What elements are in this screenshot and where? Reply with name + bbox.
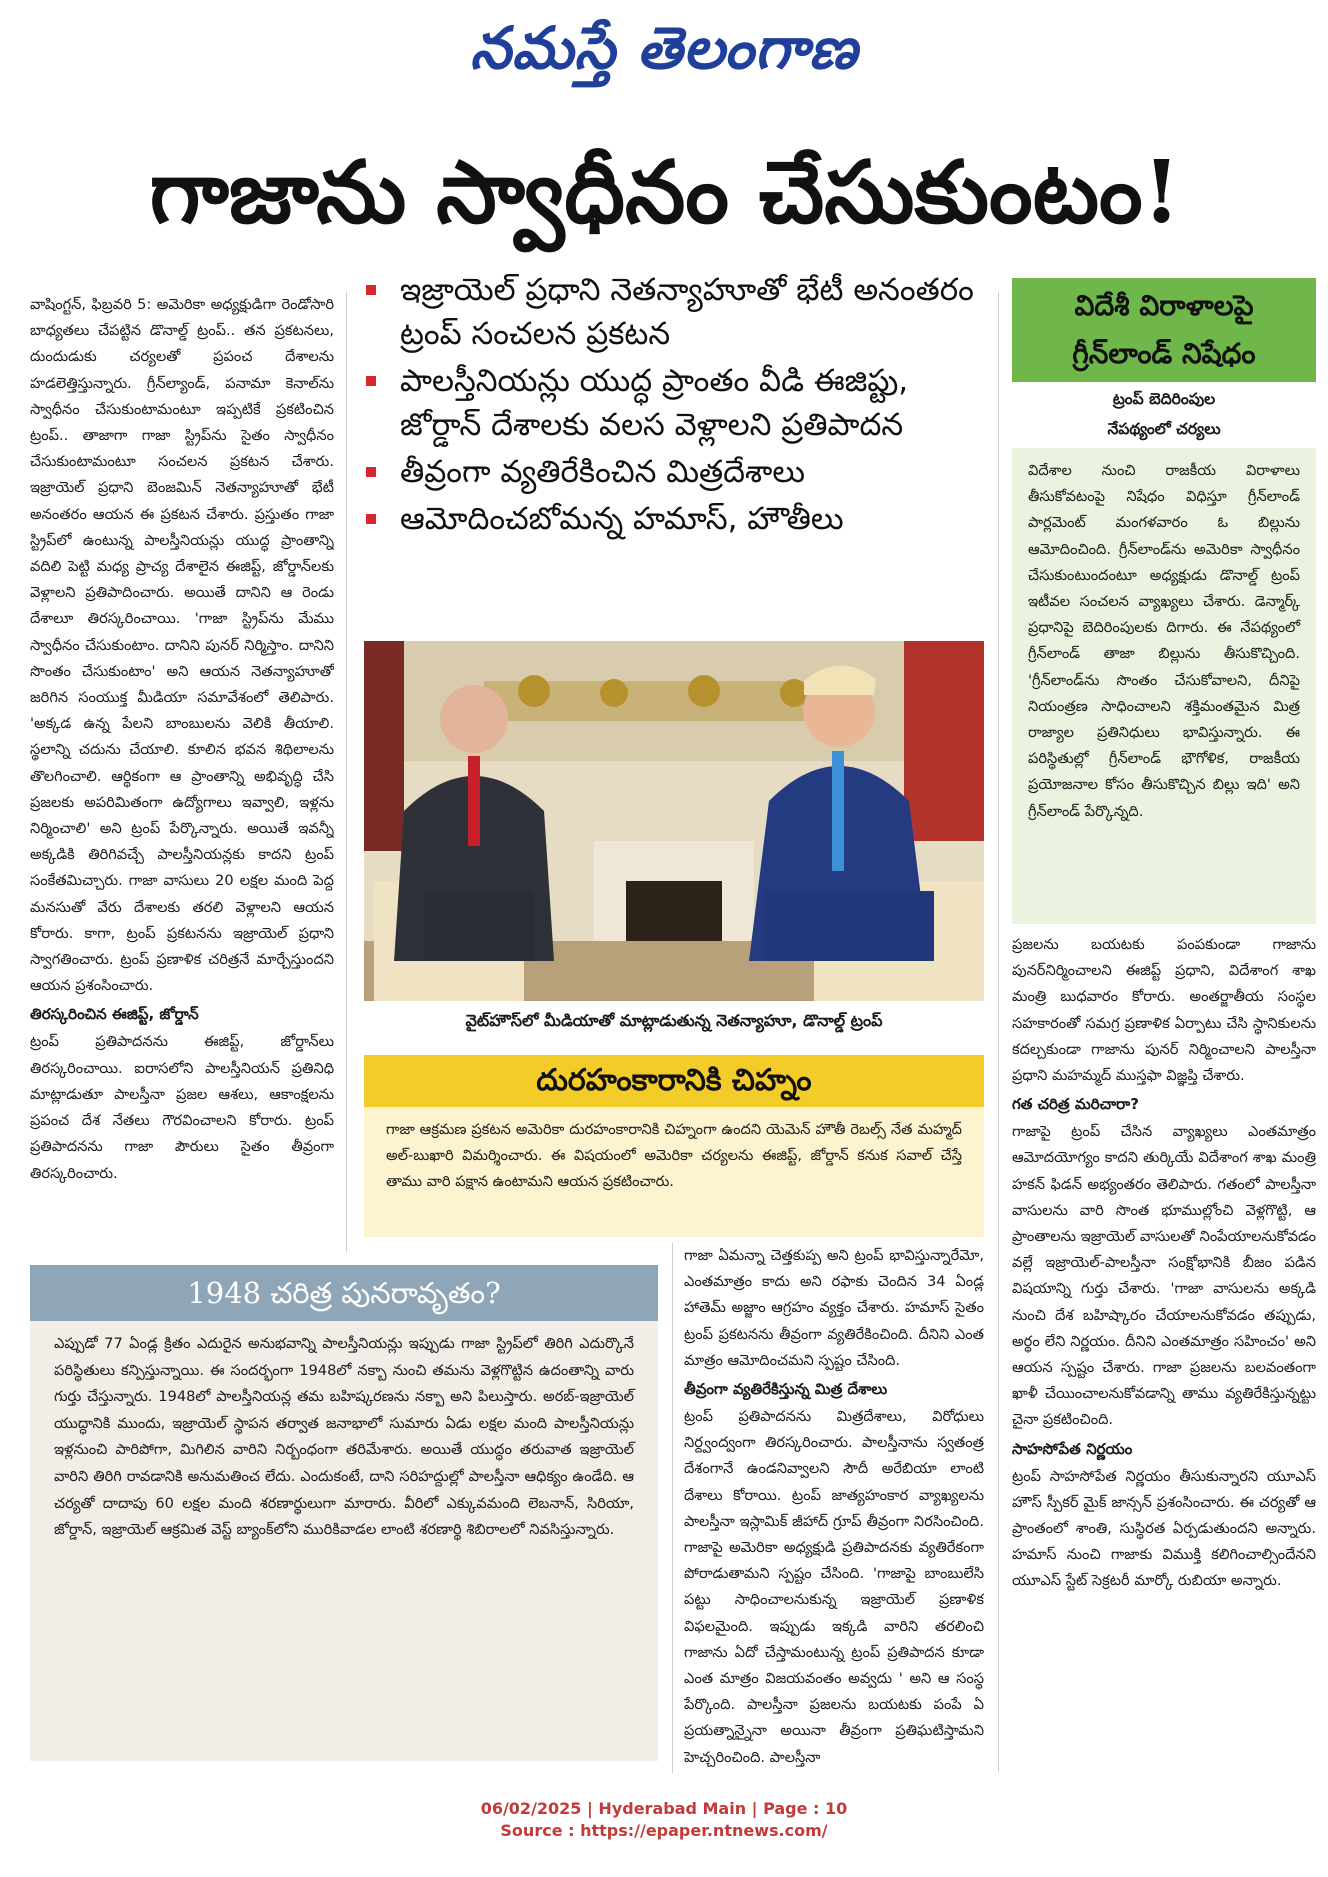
green-box-title: [1012, 278, 1316, 382]
photo-caption: వైట్‌హౌస్‌లో మీడియాతో మాట్లాడుతున్న నెతన్యాహూ, డొనాల్డ్ ట్రంప్: [465, 1011, 883, 1030]
left-column: [30, 292, 334, 1252]
page-footer: [0, 1798, 1328, 1842]
green-box-subtitle-line: ట్రంప్ బెదిరింపుల: [1112, 390, 1216, 408]
middle-column-start: [364, 1243, 654, 1263]
photo-illustration: [364, 641, 984, 1001]
left-column-paragraph: వాషింగ్టన్, ఫిబ్రవరి 5: అమెరికా అధ్యక్షుడిగా రెండోసారి బాధ్యతలు చేపట్టిన డొనాల్డ్ ట్రంప్.. తన ప్రకటనలు, దుందుడుకు చర్యలతో ప్రపంచ దేశాలను హడలెత్తిస్తున్నారు. గ్రీన్‌ల్యాండ్, పనామా కెనాల్‌ను స్వాధీనం చేసుకుంటామంటూ ఇప్పటికే ప్రకటించిన ట్రంప్.. తాజాగా గాజా స్ట్రిప్‌ను సైతం స్వాధీనం చేసుకుంటామంటూ సంచలన ప్రకటన చేశారు. ఇజ్రాయెల్ ప్రధాని బెంజమిన్ నెతన్యాహూతో భేటీ అనంతరం ఆయన ఈ ప్రకటన చేశారు. ప్రస్తుతం గాజా స్ట్రిప్‌లో ఉంటున్న పాలస్తీనియన్లు యుద్ధ ప్రాంతాన్ని వదిలి పెట్టి మధ్య ప్రాచ్య దేశాలైన ఈజిప్ట్, జోర్డాన్‌లకు వెళ్లాలని ప్రతిపాదించారు. అయితే దానిని ఆ రెండు దేశాలూ తిరస్కరించాయి. 'గాజా స్ట్రిప్‌ను మేము స్వాధీనం చేసుకుంటాం. దానిని పునర్ నిర్మిస్తాం. దానిని సొంతం చేసుకుంటాం' అని ఆయన నెతన్యాహూతో జరిగిన సంయుక్త మీడియా సమావేశంలో తెలిపారు. 'అక్కడ ఉన్న పేలని బాంబులను వెలికి తీయాలి. స్థలాన్ని చదును చేయాలి. కూలిన భవన శిథిలాలను తొలగించాలి. ఆర్థికంగా ఆ ప్రాంతాన్ని అభివృద్ధి చేసి ప్రజలకు అపరిమితంగా ఉద్యోగాలు ఇవ్వాలి, ఇళ్లను నిర్మించాలి' అని ట్రంప్ పేర్కొన్నారు. అయితే ఇవన్నీ అక్కడికి తిరిగివచ్చే పాలస్తీనియన్లకు కాదని ట్రంప్ సంకేతమిచ్చారు. గాజా వాసులు 20 లక్షల మంది పెద్ద మనసుతో వేరు దేశాలకు తరలి వెళ్లాలని ఆయన కోరారు. కాగా, ట్రంప్ ప్రకటనను ఇజ్రాయెల్ ప్రధాని స్వాగతించారు. ట్రంప్ ప్రణాళిక చరిత్రనే మార్చేస్తుందని ఆయన ప్రశంసించారు.: [30, 296, 334, 995]
right-column-text: ట్రంప్ సాహసోపేత నిర్ణయం తీసుకున్నారని యూఎస్ హౌస్ స్పీకర్ మైక్ జాన్సన్ ప్రశంసించారు. ఈ చర్యతో ఆ ప్రాంతంలో శాంతి, సుస్థిరత ఏర్పడుతుందని అన్నారు. హమాస్ నుంచి గాజాకు విముక్తి కలిగించాల్సిందేనని యూఎస్ స్టేట్ సెక్రటరీ మార్కో రుబియా అన్నారు.: [1012, 1467, 1316, 1590]
right-column-subhead: సాహసోపేత నిర్ణయం: [1012, 1439, 1133, 1458]
left-column-after: ట్రంప్ ప్రతిపాదనను ఈజిప్ట్, జోర్డాన్‌లు తిరస్కరించాయి. ఐరాసలోని పాలస్తీనియన్ ప్రతినిధి మాట్లాడుతూ పాలస్తీనా ప్రజల ఆశలు, ఆకాంక్షలను ప్రపంచ దేశ నేతలు గౌరవించాలని కోరారు. ట్రంప్ ప్రతిపాదనను గాజా పౌరులు సైతం తీవ్రంగా తిరస్కరించారు.: [30, 1033, 334, 1182]
middle-column-subhead: తీవ్రంగా వ్యతిరేకిస్తున్న మిత్ర దేశాలు: [684, 1380, 888, 1399]
footer-source: Source : https://epaper.ntnews.com/: [500, 1821, 828, 1840]
bullet-item: [362, 359, 984, 447]
masthead: నమస్తే తెలంగాణ: [470, 14, 858, 82]
bullet-square-icon: [366, 285, 376, 295]
right-column-text: ప్రజలను బయటకు పంపకుండా గాజాను పునర్‌నిర్మించాలని ఈజిప్ట్ ప్రధాని, విదేశాంగ శాఖ మంత్రి బుధవారం కోరారు. అంతర్జాతీయ సంస్థల సహకారంతో సమగ్ర ప్రణాళిక ఏర్పాటు చేసి స్థానికులను కదల్చకుండా గాజాను పునర్ నిర్మించాలని పాలస్తీనా ప్రధాని మహమ్మద్ ముస్తఫా విజ్ఞప్తి చేశారు.: [1012, 936, 1316, 1085]
bullet-text: ఇజ్రాయెల్ ప్రధాని నెతన్యాహూతో భేటీ అనంతరం ట్రంప్ సంచలన ప్రకటన: [400, 272, 974, 352]
bullet-item: [362, 450, 984, 494]
bullet-item: [362, 268, 984, 356]
right-column-text: గాజాపై ట్రంప్ చేసిన వ్యాఖ్యలు ఎంతమాత్రం ఆమోదయోగ్యం కాదని తుర్కియే విదేశాంగ శాఖ మంత్రి హకన్ ఫిడన్ అభ్యంతరం తెలిపారు. గతంలో పాలస్తీనా వాసులను వారి సొంత భూముల్లోంచి వెళ్లగొట్టి, ఆ ప్రాంతాలను ఇజ్రాయెల్ వాసులతో నింపేయాలనుకోవడం వల్లే ఇజ్రాయెల్-పాలస్తీనా సంక్షోభానికి బీజం పడిన విషయాన్ని గుర్తు చేశారు. 'గాజా వాసులను అక్కడి నుంచి దేశ బహిష్కారం చేయాలనుకోవడం తప్పుడు, అర్థం లేని నిర్ణయం. దీనిని ఎంతమాత్రం సహించం' అని ఆయన స్పష్టం చేశారు. గాజా ప్రజలను బలవంతంగా ఖాళీ చేయించాలనుకోవడాన్ని తాము వ్యతిరేకిస్తున్నట్టు చైనా ప్రకటించింది.: [1012, 1123, 1316, 1429]
column-divider: [346, 292, 347, 1252]
right-column: [1012, 932, 1316, 1774]
left-column-subhead: తిరస్కరించిన ఈజిప్ట్, జోర్డాన్: [30, 1005, 199, 1024]
green-box-title-line: విదేశీ విరాళాలపై: [1074, 289, 1254, 322]
yellow-box-title: దురహంకారానికి చిహ్నం: [364, 1055, 984, 1107]
bullet-item: [362, 497, 984, 541]
history-box-title: 1948 చరిత్ర పునరావృతం?: [30, 1265, 658, 1321]
column-divider: [672, 1243, 673, 1773]
news-photo: [364, 641, 984, 1001]
bullet-square-icon: [366, 467, 376, 477]
green-box-subtitle-line: నేపథ్యంలో చర్యలు: [1107, 420, 1221, 438]
headline: గాజాను స్వాధీనం చేసుకుంటం!: [149, 142, 1181, 243]
green-box-body: విదేశాల నుంచి రాజకీయ విరాళాలు తీసుకోవటంపై నిషేధం విధిస్తూ గ్రీన్‌లాండ్ పార్లమెంట్ మంగళవారం ఓ బిల్లును ఆమోదించింది. గ్రీన్‌లాండ్‌ను అమెరికా స్వాధీనం చేసుకుంటుందంటూ అధ్యక్షుడు డొనాల్డ్ ట్రంప్ ఇటీవల సంచలన వ్యాఖ్యలు చేశారు. డెన్మార్క్ ప్రధానిపై బెదిరింపులకు దిగారు. ఈ నేపథ్యంలో గ్రీన్‌లాండ్ తాజా బిల్లును తీసుకొచ్చింది. 'గ్రీన్‌లాండ్‌ను సొంతం చేసుకోవాలని, దీనిపై నియంత్రణ సాధించాలని శక్తిమంతమైన మిత్ర రాజ్యాల ప్రతినిధులు భావిస్తున్నారు. ఈ పరిస్థితుల్లో గ్రీన్‌లాండ్ భౌగోళిక, రాజకీయ ప్రయోజనాల కోసం తీసుకొచ్చిన బిల్లు ఇది' అని గ్రీన్‌లాండ్ పేర్కొన్నది.: [1012, 448, 1316, 924]
yellow-box-body: గాజా ఆక్రమణ ప్రకటన అమెరికా దురహంకారానికి చిహ్నంగా ఉందని యెమెన్ హౌతీ రెబల్స్ నేత మహ్మద్ అల్-బుఖారి విమర్శించారు. ఈ విషయంలో అమెరికా చర్యలను ఈజిప్ట్, జోర్డాన్ కనుక సవాల్ చేస్తే తాము వారి పక్షాన ఉంటామని ఆయన ప్రకటించారు.: [364, 1107, 984, 1237]
bullet-text: ఆమోదించబోమన్న హమాస్, హౌతీలు: [400, 501, 844, 537]
middle-column-after: ట్రంప్ ప్రతిపాదనను మిత్రదేశాలు, విరోధులు నిర్ద్వంద్వంగా తిరస్కరించారు. పాలస్తీనాను స్వతంత్ర దేశంగానే ఉండనివ్వాలని సౌదీ అరేబియా లాంటి దేశాలు కోరాయి. ట్రంప్ జాత్యహంకార వ్యాఖ్యలను పాలస్తీనా ఇస్లామిక్ జీహాద్ గ్రూప్ తీవ్రంగా నిరసించింది. గాజాపై అమెరికా అధ్యక్షుడి ప్రతిపాదనకు వ్యతిరేకంగా పోరాడుతామని స్పష్టం చేసింది. 'గాజాపై బాంబులేసి పట్టు సాధించాలనుకున్న ఇజ్రాయెల్ ప్రణాళిక విఫలమైంది. ఇప్పుడు ఇక్కడి వారిని తరలించి గాజాను ఏదో చేస్తామంటున్న ట్రంప్ ప్రతిపాదన కూడా ఎంత మాత్రం విజయవంతం అవ్వదు ' అని ఆ సంస్థ పేర్కొంది. పాలస్తీనా ప్రజలను బయటకు పంపే ఏ ప్రయత్నాన్నైనా అయినా తీవ్రంగా ప్రతిఘటిస్తామని హెచ్చరించింది. పాలస్తీనా: [684, 1408, 984, 1766]
bullet-list: [362, 268, 984, 544]
middle-column-text: గాజా ఏమన్నా చెత్తకుప్ప అని ట్రంప్ భావిస్తున్నారేమో, ఎంతమాత్రం కాదు అని రఫాకు చెందిన 34 ఏండ్ల హాతెమ్ అజ్జాం ఆగ్రహం వ్యక్తం చేశారు. హమాస్ సైతం ట్రంప్ ప్రకటనను తీవ్రంగా వ్యతిరేకించింది. దీనిని ఎంత మాత్రం ఆమోదించమని స్పష్టం చేసింది.: [684, 1247, 984, 1369]
bullet-square-icon: [366, 376, 376, 386]
column-divider: [998, 292, 999, 1772]
footer-date-edition: 06/02/2025 | Hyderabad Main | Page : 10: [480, 1799, 848, 1818]
middle-column: [684, 1243, 984, 1775]
bullet-text: పాలస్తీనియన్లు యుద్ధ ప్రాంతం వీడి ఈజిప్టు, జోర్డాన్ దేశాలకు వలస వెళ్లాలని ప్రతిపాదన: [400, 363, 909, 443]
bullet-text: తీవ్రంగా వ్యతిరేకించిన మిత్రదేశాలు: [400, 454, 806, 490]
green-box-title-line: గ్రీన్‌లాండ్ నిషేధం: [1072, 337, 1256, 370]
right-column-subhead: గత చరిత్ర మరిచారా?: [1012, 1095, 1139, 1114]
green-box-subtitle: [1012, 384, 1316, 444]
bullet-square-icon: [366, 514, 376, 524]
history-box-body: ఎప్పుడో 77 ఏండ్ల క్రితం ఎదురైన అనుభవాన్ని పాలస్తీనియన్లు ఇప్పుడు గాజా స్ట్రిప్‌లో తిరిగి ఎదుర్కొనే పరిస్థితులు కన్పిస్తున్నాయి. ఈ సందర్భంగా 1948లో నక్బా నుంచి తమను వెళ్లగొట్టిన ఉదంతాన్ని వారు గుర్తు చేస్తున్నారు. 1948లో పాలస్తీనియన్ల తమ బహిష్కరణను నక్బా అని పిలుస్తారు. అరబ్-ఇజ్రాయెల్ యుద్ధానికి ముందు, ఇజ్రాయెల్ స్థాపన తర్వాత జనాభాలో సుమారు ఏడు లక్షల మంది పాలస్తీనియన్లు ఇళ్లనుంచి పారిపోగా, మిగిలిన వారిని నిర్బంధంగా తరిమేశారు. అయితే యుద్ధం తరువాత ఇజ్రాయెల్ వారిని తిరిగి రావడానికి అనుమతించ లేదు. ఎందుకంటే, దాని సరిహద్దుల్లో పాలస్తీనా ఆధిక్యం ఉండేది. ఆ చర్యతో దాదాపు 60 లక్షల మంది శరణార్థులుగా మారారు. వీరిలో ఎక్కువమంది లెబనాన్, సిరియా, జోర్డాన్, ఇజ్రాయెల్ ఆక్రమిత వెస్ట్ బ్యాంక్‌లోని మురికివాడల లాంటి శరణార్థి శిబిరాలలో నివసిస్తున్నారు.: [30, 1321, 658, 1761]
